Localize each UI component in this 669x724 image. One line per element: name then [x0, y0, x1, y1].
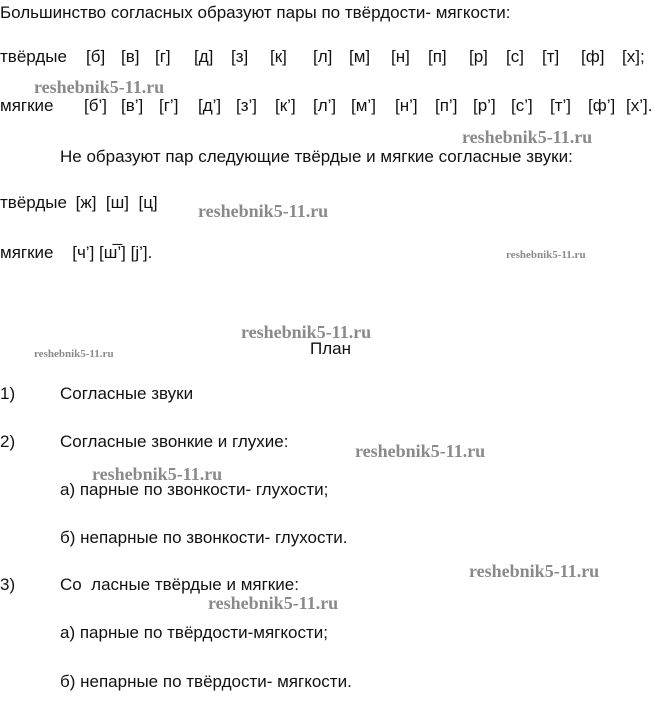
soft-sounds-row — [0, 96, 653, 115]
hard-sound: [м] — [349, 47, 371, 66]
soft-sound: [г’] — [159, 96, 179, 115]
soft-sound: [т’] — [550, 96, 572, 115]
watermark-text: reshebnik5-11.ru — [198, 201, 329, 221]
soft-label: мягкие — [0, 96, 54, 115]
watermark-text: reshebnik5-11.ru — [469, 561, 600, 581]
soft-sound: [м’] — [351, 96, 376, 115]
hard-sound: [г] — [155, 47, 171, 66]
plan-item-text: Согласные звонкие и глухие: — [60, 432, 289, 451]
hard-sound: [д] — [194, 47, 214, 66]
unpaired-soft-label: мягкие — [0, 243, 54, 262]
watermark-text: reshebnik5-11.ru — [92, 464, 223, 484]
hard-sound: [п] — [428, 47, 447, 66]
unpaired-hard-row — [0, 194, 158, 211]
watermark-text: reshebnik5-11.ru — [355, 441, 486, 461]
watermark-text: reshebnik5-11.ru — [34, 348, 114, 360]
unpaired-hard-label: твёрдые — [0, 193, 67, 212]
hard-label: твёрдые — [0, 47, 67, 66]
heading-unpaired: Не образуют пар следующие твёрдые и мягкие согласные звуки: — [60, 147, 573, 166]
hard-sounds-row — [0, 47, 645, 66]
watermark-text: reshebnik5-11.ru — [241, 322, 372, 342]
soft-sound: [в’] — [121, 96, 144, 115]
soft-sound: [б’] — [84, 96, 107, 115]
hard-sound: [х]; — [622, 47, 645, 66]
plan-title: План — [310, 339, 351, 358]
soft-sound: [х’]. — [626, 96, 653, 115]
unpaired-hard-sounds: [ж] [ш] [ц] — [75, 193, 158, 212]
hard-sound: [т] — [542, 47, 560, 66]
watermark-text: reshebnik5-11.ru — [506, 249, 586, 261]
soft-sound: [с’] — [511, 96, 533, 115]
soft-sound: [р’] — [473, 96, 496, 115]
hard-sound: [л] — [313, 47, 333, 66]
plan-item-number: 2) — [0, 432, 16, 451]
hard-sound: [с] — [506, 47, 524, 66]
heading-pairs: Большинство согласных образуют пары по твёрдости- мягкости: — [0, 3, 511, 22]
unpaired-soft-sounds: [ч’] [ш̅’] [j’]. — [72, 243, 153, 262]
soft-sound: [л’] — [313, 96, 337, 115]
hard-sound: [в] — [121, 47, 140, 66]
plan-subitem-text: б) непарные по твёрдости- мягкости. — [60, 672, 352, 691]
watermark-text: reshebnik5-11.ru — [462, 127, 593, 147]
hard-sound: [з] — [231, 47, 249, 66]
soft-sound: [д’] — [198, 96, 222, 115]
soft-sound: [ф’] — [588, 96, 616, 115]
hard-sound: [р] — [469, 47, 488, 66]
soft-sound: [к’] — [275, 96, 296, 115]
hard-sound: [к] — [270, 47, 287, 66]
plan-item-text: Согласные звуки — [60, 384, 194, 403]
plan-item-number: 3) — [0, 575, 16, 594]
plan-item-text: Со ласные твёрдые и мягкие: — [60, 575, 299, 594]
watermark-text: reshebnik5-11.ru — [208, 593, 339, 613]
watermark-text: reshebnik5-11.ru — [34, 77, 165, 97]
plan-subitem-text: а) парные по твёрдости-мягкости; — [60, 623, 328, 642]
soft-sound: [п’] — [435, 96, 458, 115]
plan-subitem-text: б) непарные по звонкости- глухости. — [60, 528, 348, 547]
soft-sound: [з’] — [236, 96, 258, 115]
hard-sound: [н] — [391, 47, 410, 66]
plan-subitem-text: а) парные по звонкости- глухости; — [60, 480, 329, 499]
plan-item-number: 1) — [0, 384, 16, 403]
soft-sound: [н’] — [395, 96, 418, 115]
unpaired-soft-row — [0, 244, 152, 261]
hard-sound: [ф] — [581, 47, 605, 66]
hard-sound: [б] — [86, 47, 106, 66]
